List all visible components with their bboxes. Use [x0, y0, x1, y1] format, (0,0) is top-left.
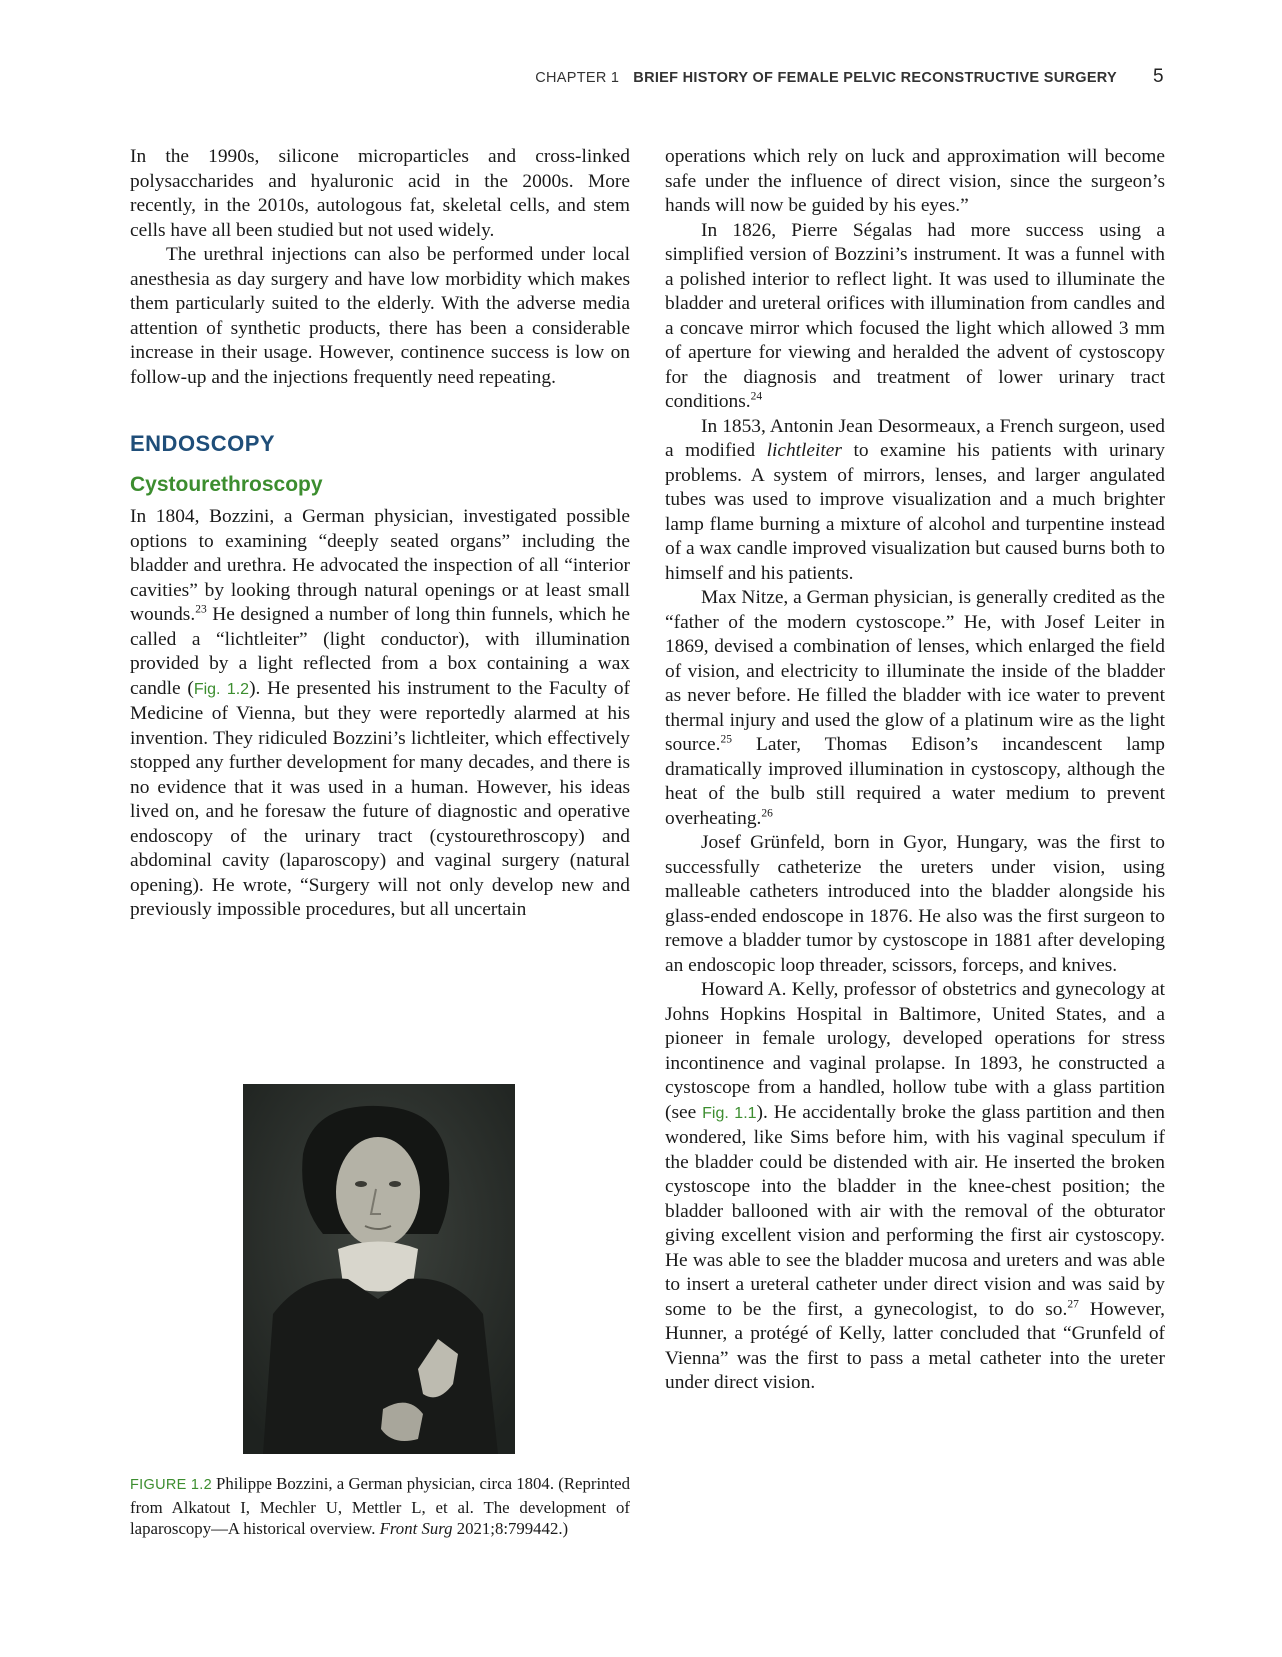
text-span: Max Nitze, a German physician, is generally credited as the “father of the modern cystoscope.” He, with Josef Leiter in 1869, devised a combination of lenses, which enlarged the field of vision, and electricity to illuminate the inside of the bladder as never before. He filled the bladder with ice water to prevent thermal injury and used the glow of a platinum wire as the light source. — [665, 587, 1165, 755]
caption-text: Philippe Bozzini, a German physician, circa 1804. (Reprinted from Alkatout I, Mechler U, Mettler L, et al. The development of laparoscopy—A historical overview. — [130, 1474, 630, 1538]
text-span: In 1804, Bozzini, a German physician, investigated possible options to examining “deeply seated organs” including the bladder and urethra. He advocated the inspection of all “interior cavities” by looking through natural openings or at least small wounds. — [130, 506, 630, 625]
reference-superscript: 25 — [720, 733, 732, 746]
text-span: Howard A. Kelly, professor of obstetrics and gynecology at Johns Hopkins Hospital in Baltimore, United States, and a pioneer in female urology, developed operations for stress incontinence and vaginal prolapse. In 1893, he constructed a cystoscope from a handled, hollow tube with a glass partition (see — [665, 979, 1165, 1123]
left-column — [130, 145, 630, 923]
paragraph: operations which rely on luck and approximation will become safe under the influence of direct vision, since the surgeon’s hands will now be guided by his eyes.” — [665, 146, 1165, 216]
text-span: However, Hunner, a protégé of Kelly, latter concluded that “Grunfeld of Vienna” was the first to pass a metal catheter into the ureter under direct vision. — [665, 1298, 1165, 1393]
paragraph — [665, 415, 1165, 587]
paragraph — [665, 219, 1165, 415]
text-span: He designed a number of long thin funnels, which he called a “lichtleiter” (light conductor), with illumination provided by a light reflected from a box containing a wax candle ( — [130, 604, 630, 699]
reference-superscript: 27 — [1067, 1298, 1079, 1311]
paragraph — [130, 505, 630, 923]
reference-superscript: 26 — [761, 807, 773, 820]
journal-name: Front Surg — [379, 1519, 453, 1538]
text-span: to examine his patients with urinary problems. A system of mirrors, lenses, and larger angulated tubes was used to improve visualization and a much brighter lamp flame burning a mixture of alcohol and turpentine instead of a wax candle improved visualization but caused burns both to himself and his patients. — [665, 440, 1165, 584]
figure-link[interactable]: Fig. 1.2 — [193, 680, 250, 698]
section-heading: ENDOSCOPY — [130, 431, 276, 456]
reference-superscript: 23 — [195, 603, 207, 616]
portrait-image — [243, 1084, 515, 1454]
subsection-heading: Cystourethroscopy — [130, 472, 323, 496]
figure-link[interactable]: Fig. 1.1 — [702, 1104, 757, 1122]
chapter-label: CHAPTER 1 — [535, 70, 620, 86]
paragraph: The urethral injections can also be performed under local anesthesia as day surgery and have low morbidity which makes them particularly suited to the elderly. With the adverse media attention of synthetic products, there has been a considerable increase in their usage. However, continence success is low on follow-up and the injections frequently need repeating. — [130, 244, 630, 388]
chapter-title: BRIEF HISTORY OF FEMALE PELVIC RECONSTRUCTIVE SURGERY — [633, 70, 1117, 86]
paragraph — [665, 586, 1165, 831]
reference-superscript: 24 — [750, 390, 763, 403]
emphasis-text: lichtleiter — [766, 440, 842, 461]
page-number: 5 — [1153, 66, 1164, 87]
running-header — [535, 70, 1117, 86]
right-column — [665, 145, 1165, 1396]
paragraph: Josef Grünfeld, born in Gyor, Hungary, was the first to successfully catheterize the ureters under vision, using malleable catheters introduced into the bladder alongside his glass-ended endoscope in 1876. He also was the first surgeon to remove a bladder tumor by cystoscope in 1881 after developing an endoscopic loop threader, scissors, forceps, and knives. — [665, 832, 1165, 976]
text-span: In 1826, Pierre Ségalas had more success using a simplified version of Bozzini’s instrument. It was a funnel with a polished interior to reflect light. It was used to illuminate the bladder and ureteral orifices with illumination from candles and a concave mirror which focused the light which allowed 3 mm of aperture for viewing and heralded the advent of cystoscopy for the diagnosis and treatment of lower urinary tract conditions. — [665, 219, 1165, 412]
paragraph: In the 1990s, silicone microparticles and cross-linked polysaccharides and hyaluronic acid in the 2000s. More recently, in the 2010s, autologous fat, skeletal cells, and stem cells have all been studied but not used widely. — [130, 146, 630, 241]
text-span: In 1853, Antonin Jean Desormeaux, a French surgeon, used a modified — [665, 415, 1165, 461]
text-span: Later, Thomas Edison’s incandescent lamp dramatically improved illumination in cystoscopy, although the heat of the bulb still required a water medium to prevent overheating. — [665, 734, 1165, 829]
text-span: ). He presented his instrument to the Faculty of Medicine of Vienna, but they were reportedly alarmed at his invention. They ridiculed Bozzini’s lichtleiter, which effectively stopped any further development for many decades, and there is no evidence that it was used in a human. However, his ideas lived on, and he foresaw the future of diagnostic and operative endoscopy of the urinary tract (cystourethroscopy) and abdominal cavity (laparoscopy) and vaginal surgery (natural opening). He wrote, “Surgery will not only develop new and previously impossible procedures, but all uncertain — [130, 677, 631, 920]
paragraph — [665, 978, 1165, 1396]
caption-text: 2021;8:799442.) — [452, 1519, 569, 1538]
figure-caption — [130, 1473, 630, 1540]
text-span: ). He accidentally broke the glass partition and then wondered, like Sims before him, with his vaginal speculum if the bladder could be distended with air. He inserted the broken cystoscope into the bladder in the knee-chest position; the bladder ballooned with air with the removal of the obturator giving excellent vision and performing the first air cystoscopy. He was able to see the bladder mucosa and ureters and was able to insert a ureteral catheter under direct vision and was said by some to be the first, a gynecologist, to do so. — [665, 1101, 1165, 1320]
figure-label: FIGURE 1.2 — [130, 1477, 212, 1493]
portrait-figure — [243, 1084, 515, 1454]
